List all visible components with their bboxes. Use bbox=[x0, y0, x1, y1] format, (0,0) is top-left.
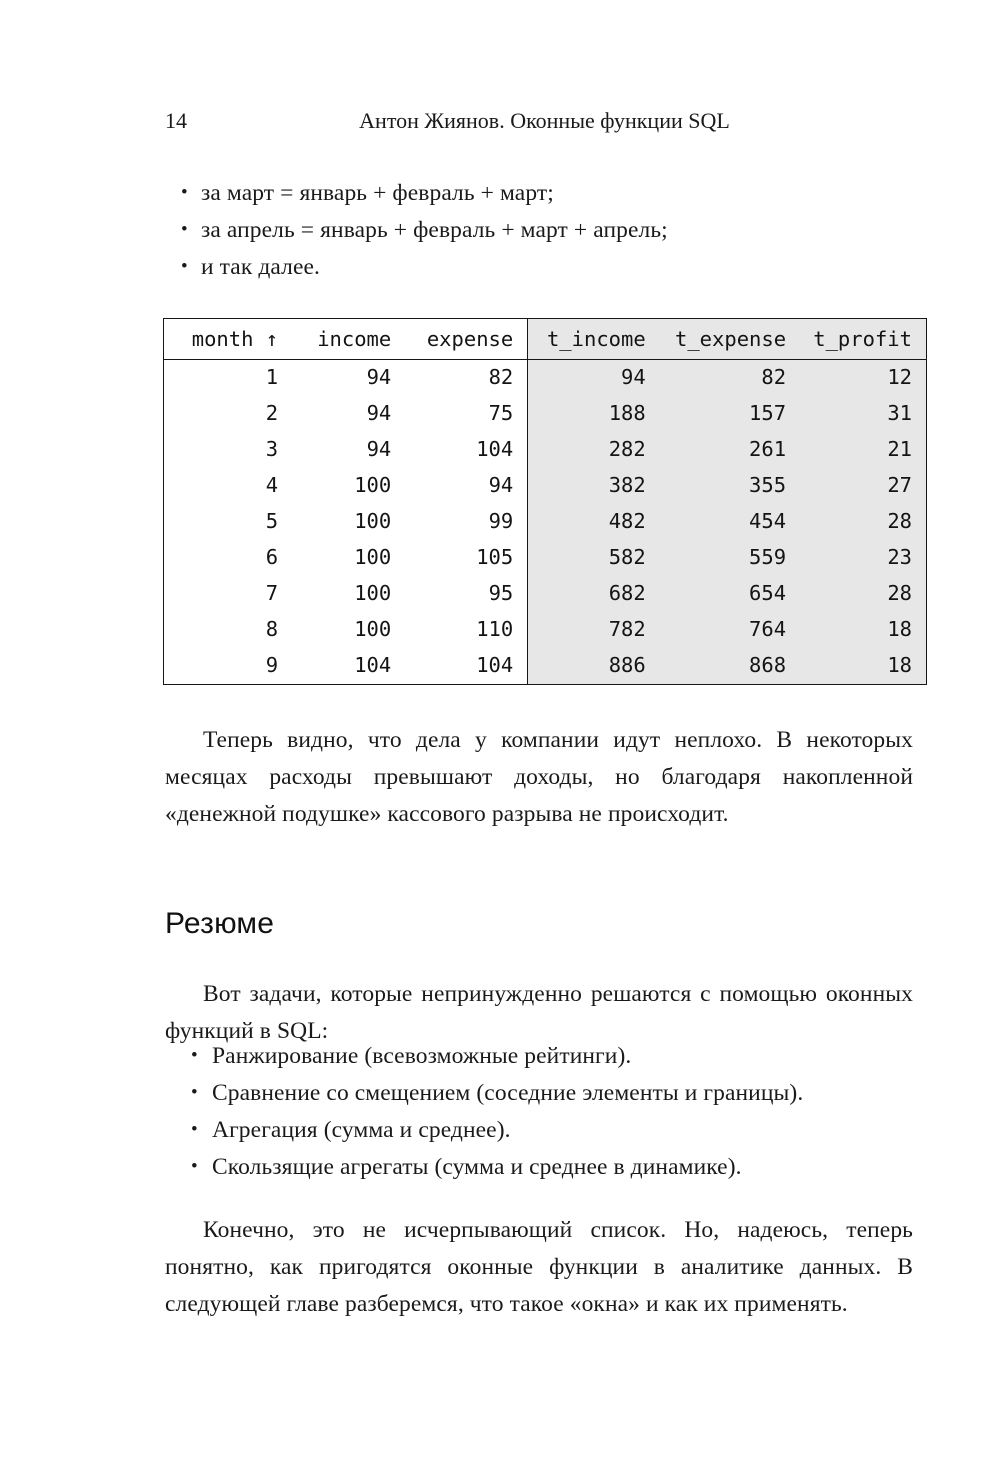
cell-income: 104 bbox=[354, 653, 392, 677]
cell-expense: 99 bbox=[488, 509, 514, 533]
table-row bbox=[164, 540, 926, 576]
cell-expense: 104 bbox=[476, 653, 514, 677]
cell-month: 1 bbox=[265, 365, 279, 389]
top-bullet-list bbox=[165, 175, 913, 286]
table-row bbox=[164, 468, 926, 504]
cell-t-income: 782 bbox=[528, 612, 660, 648]
section-heading-block bbox=[165, 907, 913, 941]
cell-t-profit: 27 bbox=[800, 468, 926, 504]
list-item: • за апрель = январь + февраль + март + апрель; bbox=[165, 212, 913, 249]
cell-month: 8 bbox=[265, 617, 279, 641]
cell-income: 100 bbox=[354, 509, 392, 533]
cell-t-income: 482 bbox=[528, 504, 660, 540]
cell-t-income: 282 bbox=[528, 432, 660, 468]
cell-t-income: 188 bbox=[528, 396, 660, 432]
table-row bbox=[164, 396, 926, 432]
running-head bbox=[165, 108, 910, 140]
cell-t-profit: 21 bbox=[800, 432, 926, 468]
cell-income: 94 bbox=[366, 365, 392, 389]
cell-month: 6 bbox=[265, 545, 279, 569]
cell-t-expense: 764 bbox=[660, 612, 800, 648]
column-header-income: income bbox=[317, 327, 392, 351]
cell-t-profit: 28 bbox=[800, 504, 926, 540]
list-item: • Агрегация (сумма и среднее). bbox=[165, 1112, 913, 1149]
section-title: Резюме bbox=[165, 907, 275, 940]
column-header-t-income: t_income bbox=[528, 319, 660, 360]
cell-income: 100 bbox=[354, 545, 392, 569]
paragraph-after-table: Теперь видно, что дела у компании идут неплохо. В некоторых месяцах расходы превышают доходы, но благодаря накопленной «денежной подушке» кассового разрыва не происходит. bbox=[165, 727, 913, 827]
page-number: 14 bbox=[165, 108, 187, 133]
cell-t-expense: 654 bbox=[660, 576, 800, 612]
list-item: • Сравнение со смещением (соседние элементы и границы). bbox=[165, 1075, 913, 1112]
cell-expense: 110 bbox=[476, 617, 514, 641]
cell-expense: 82 bbox=[488, 365, 514, 389]
cell-t-income: 582 bbox=[528, 540, 660, 576]
cell-t-expense: 355 bbox=[660, 468, 800, 504]
column-header-t-expense: t_expense bbox=[660, 319, 800, 360]
cell-income: 100 bbox=[354, 617, 392, 641]
table-row bbox=[164, 648, 926, 684]
section-intro: Вот задачи, которые непринужденно решаются с помощью оконных функций в SQL: bbox=[165, 981, 913, 1044]
cell-t-profit: 31 bbox=[800, 396, 926, 432]
list-item: • Скользящие агрегаты (сумма и среднее в динамике). bbox=[165, 1149, 913, 1186]
book-title: Антон Жиянов. Оконные функции SQL bbox=[359, 108, 730, 133]
table-row bbox=[164, 504, 926, 540]
table-row bbox=[164, 576, 926, 612]
cell-expense: 95 bbox=[488, 581, 514, 605]
column-header-month: month ↑ bbox=[191, 327, 279, 351]
table-body bbox=[164, 360, 926, 685]
cell-t-expense: 559 bbox=[660, 540, 800, 576]
paragraph-after-table-block bbox=[165, 722, 913, 833]
cell-t-expense: 157 bbox=[660, 396, 800, 432]
cell-month: 3 bbox=[265, 437, 279, 461]
cell-month: 7 bbox=[265, 581, 279, 605]
cell-t-profit: 12 bbox=[800, 360, 926, 397]
closing-paragraph-block bbox=[165, 1212, 913, 1323]
cell-income: 94 bbox=[366, 437, 392, 461]
cell-t-profit: 18 bbox=[800, 612, 926, 648]
cell-t-income: 886 bbox=[528, 648, 660, 684]
cell-income: 100 bbox=[354, 473, 392, 497]
cell-t-income: 382 bbox=[528, 468, 660, 504]
cell-income: 94 bbox=[366, 401, 392, 425]
cell-expense: 105 bbox=[476, 545, 514, 569]
results-table bbox=[163, 318, 927, 685]
table-row bbox=[164, 612, 926, 648]
cell-t-profit: 23 bbox=[800, 540, 926, 576]
list-item: • и так далее. bbox=[165, 249, 913, 286]
cell-month: 9 bbox=[265, 653, 279, 677]
cell-t-expense: 454 bbox=[660, 504, 800, 540]
cell-t-income: 682 bbox=[528, 576, 660, 612]
cell-month: 5 bbox=[265, 509, 279, 533]
table-row bbox=[164, 432, 926, 468]
cell-t-income: 94 bbox=[528, 360, 660, 397]
cell-t-profit: 28 bbox=[800, 576, 926, 612]
cell-month: 2 bbox=[265, 401, 279, 425]
list-item: • за март = январь + февраль + март; bbox=[165, 175, 913, 212]
cell-t-expense: 82 bbox=[660, 360, 800, 397]
cell-month: 4 bbox=[265, 473, 279, 497]
cell-t-profit: 18 bbox=[800, 648, 926, 684]
cell-expense: 75 bbox=[488, 401, 514, 425]
section-bullet-list bbox=[165, 1038, 913, 1186]
table-row bbox=[164, 360, 926, 397]
column-header-t-profit: t_profit bbox=[800, 319, 926, 360]
cell-income: 100 bbox=[354, 581, 392, 605]
cell-expense: 94 bbox=[488, 473, 514, 497]
closing-paragraph: Конечно, это не исчерпывающий список. Но, надеюсь, теперь понятно, как пригодятся оконные функции в аналитике данных. В следующей главе разберемся, что такое «окна» и как их применять. bbox=[165, 1217, 913, 1317]
table-header-row bbox=[164, 319, 926, 360]
cell-expense: 104 bbox=[476, 437, 514, 461]
column-header-expense: expense bbox=[426, 327, 514, 351]
cell-t-expense: 261 bbox=[660, 432, 800, 468]
cell-t-expense: 868 bbox=[660, 648, 800, 684]
list-item: • Ранжирование (всевозможные рейтинги). bbox=[165, 1038, 913, 1075]
